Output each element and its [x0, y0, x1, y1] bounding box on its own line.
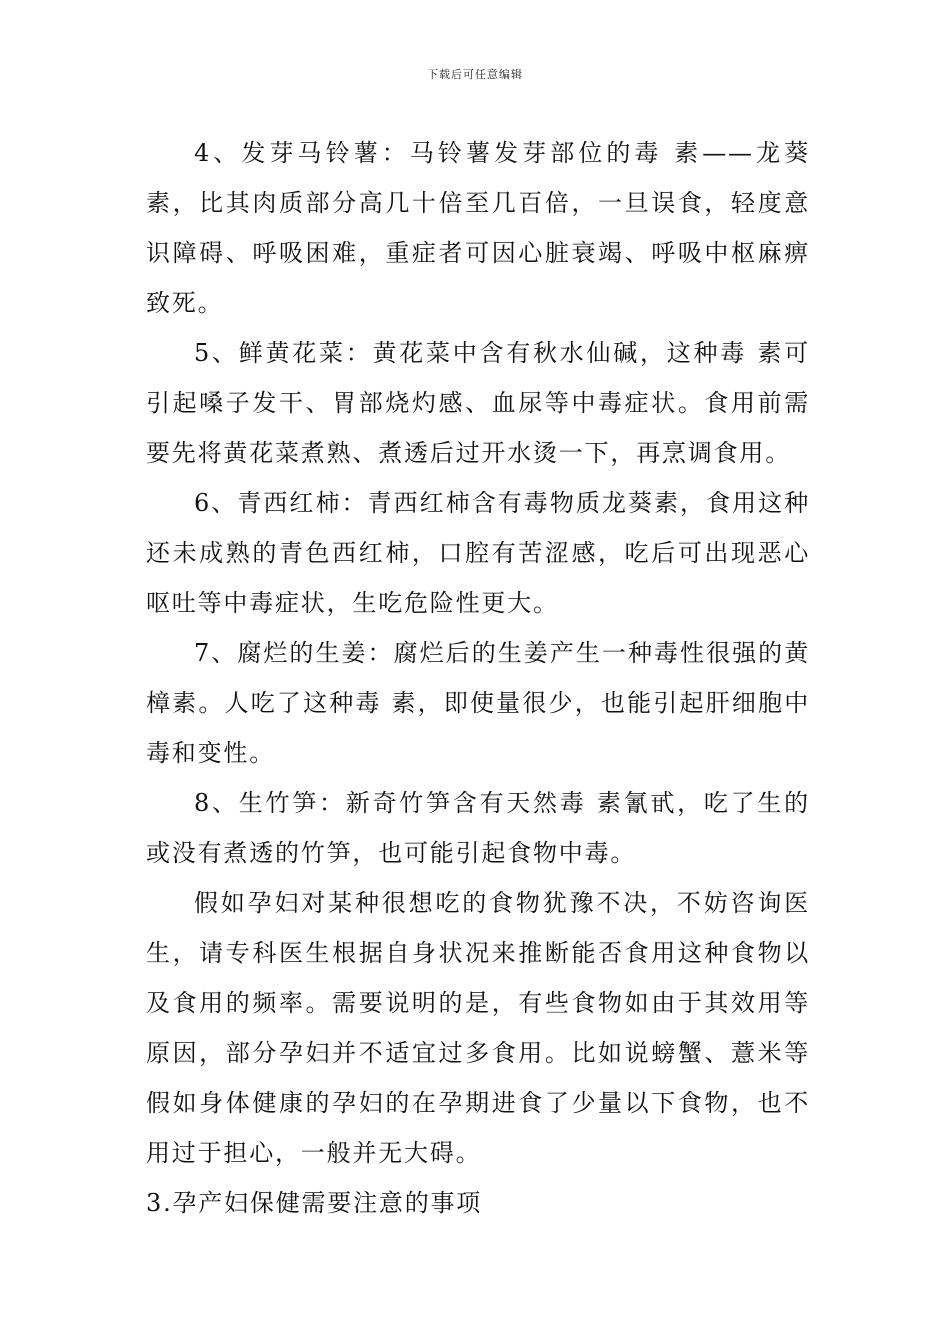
- paragraph-raw-bamboo-shoot: 8、生竹笋：新奇竹笋含有天然毒 素氰甙，吃了生的或没有煮透的竹笋，也可能引起食物中毒。: [146, 789, 810, 867]
- document-body: [146, 128, 810, 1228]
- section-heading: 3.孕产妇保健需要注意的事项: [146, 1189, 483, 1217]
- paragraph-sprouted-potato: 4、发芽马铃薯：马铃薯发芽部位的毒 素——龙葵素，比其肉质部分高几十倍至几百倍，一旦误食，轻度意识障碍、呼吸困难，重症者可因心脏衰竭、呼吸中枢麻痹致死。: [146, 139, 810, 317]
- paragraph-fresh-daylily: 5、鲜黄花菜：黄花菜中含有秋水仙碱，这种毒 素可引起嗓子发干、胃部烧灼感、血尿等中毒症状。食用前需要先将黄花菜煮熟、煮透后过开水烫一下，再烹调食用。: [146, 339, 810, 467]
- page-header: 下载后可任意编辑: [427, 68, 523, 81]
- paragraph-green-tomato: 6、青西红柿：青西红柿含有毒物质龙葵素，食用这种还未成熟的青色西红柿，口腔有苦涩感，吃后可出现恶心呕吐等中毒症状，生吃危险性更大。: [146, 489, 810, 617]
- paragraph-consult-doctor: 假如孕妇对某种很想吃的食物犹豫不决，不妨咨询医生，请专科医生根据自身状况来推断能否食用这种食物以及食用的频率。需要说明的是，有些食物如由于其效用等原因，部分孕妇并不适宜过多食用。比如说螃蟹、薏米等假如身体健康的孕妇的在孕期进食了少量以下食物，也不用过于担心，一般并无大碍。: [146, 889, 810, 1167]
- paragraph-rotten-ginger: 7、腐烂的生姜：腐烂后的生姜产生一种毒性很强的黄樟素。人吃了这种毒 素，即使量很少，也能引起肝细胞中毒和变性。: [146, 639, 810, 767]
